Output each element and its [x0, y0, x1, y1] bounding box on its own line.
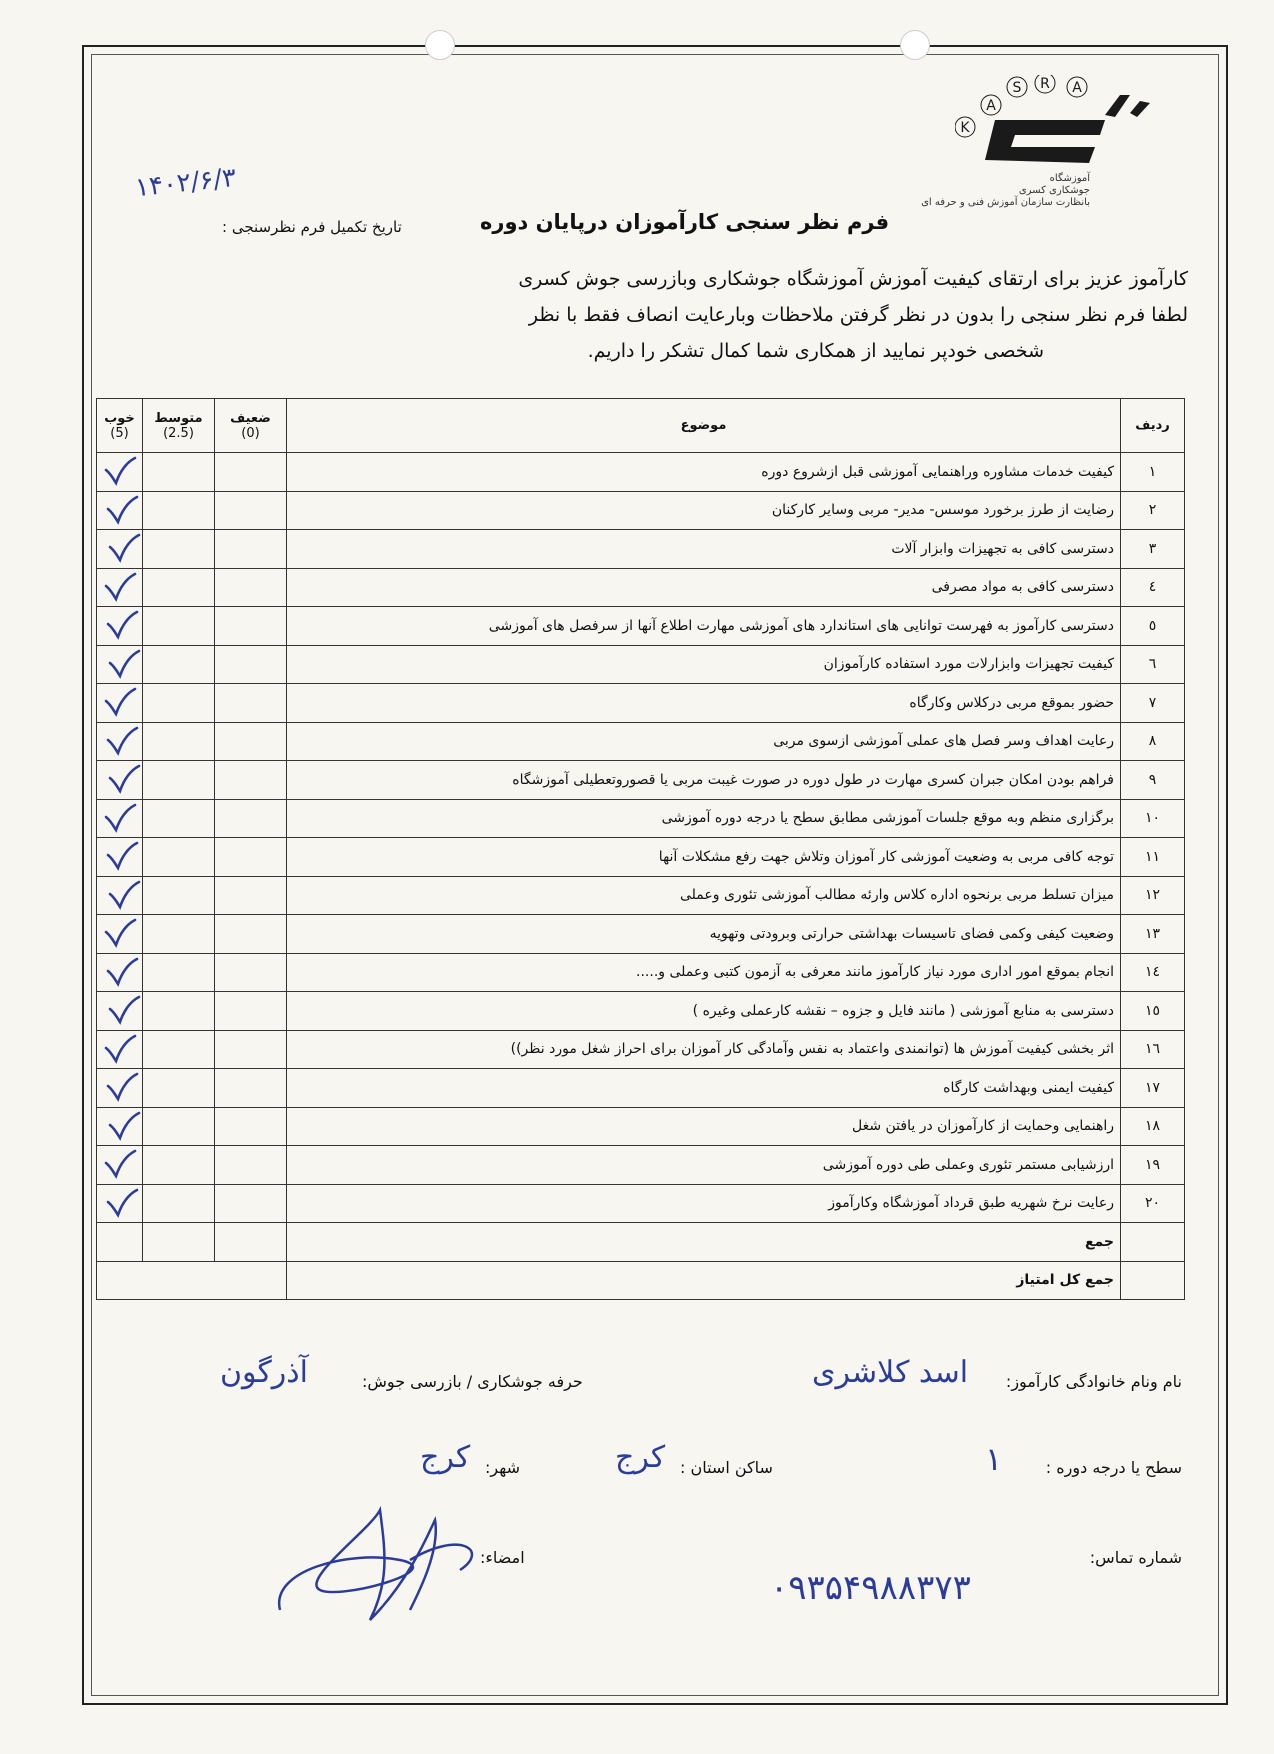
total-value-cell	[97, 1261, 287, 1300]
table-row	[97, 530, 1185, 569]
signature-icon	[260, 1490, 520, 1640]
weak-cell[interactable]	[215, 761, 287, 800]
subject-text: رعایت نرخ شهریه طبق قرداد آموزشگاه وکارآموز	[287, 1184, 1121, 1223]
weak-cell[interactable]	[215, 453, 287, 492]
checkmark-icon	[105, 1188, 139, 1218]
weak-cell[interactable]	[215, 684, 287, 723]
sum-row	[97, 1223, 1185, 1262]
checkmark-icon	[105, 1072, 139, 1102]
checkmark-icon	[105, 495, 139, 525]
intro-line-1: کارآموز عزیز برای ارتقای کیفیت آموزش آموزشگاه جوشکاری وبازرسی جوش کسری	[518, 268, 1188, 290]
average-cell[interactable]	[143, 915, 215, 954]
course-level-label: سطح یا درجه دوره :	[1045, 1458, 1182, 1477]
header-good: خوب (5)	[97, 399, 143, 453]
signature-label: امضاء:	[480, 1548, 525, 1567]
checkmark-icon	[103, 1034, 137, 1064]
table-row	[97, 1107, 1185, 1146]
subject-text: رعایت اهداف وسر فصل های عملی آموزشی ازسوی مربی	[287, 722, 1121, 761]
weak-cell[interactable]	[215, 838, 287, 877]
phone-label: شماره تماس:	[1089, 1548, 1182, 1567]
row-number: ٥	[1121, 607, 1185, 646]
subject-text: توجه کافی مربی به وضعیت آموزشی کار آموزان وتلاش جهت رفع مشکلات آنها	[287, 838, 1121, 877]
weak-cell[interactable]	[215, 645, 287, 684]
checkmark-icon	[107, 533, 141, 563]
subject-text: رضایت از طرز برخورد موسس- مدیر- مربی وسایر کارکنان	[287, 491, 1121, 530]
course-level-value: ۱	[985, 1440, 1003, 1478]
table-row	[97, 1069, 1185, 1108]
table-row	[97, 1184, 1185, 1223]
checkmark-icon	[105, 726, 139, 756]
average-cell[interactable]	[143, 799, 215, 838]
checkmark-icon	[107, 1111, 141, 1141]
checkmark-icon	[105, 957, 139, 987]
average-cell[interactable]	[143, 453, 215, 492]
weak-cell[interactable]	[215, 491, 287, 530]
subject-text: حضور بموقع مربی درکلاس وکارگاه	[287, 684, 1121, 723]
table-row	[97, 568, 1185, 607]
subject-text: کیفیت تجهیزات وابزارلات مورد استفاده کارآموزان	[287, 645, 1121, 684]
province-value: کرج	[615, 1440, 666, 1475]
average-cell[interactable]	[143, 1030, 215, 1069]
header-weak: ضعیف (0)	[215, 399, 287, 453]
subject-text: دسترسی کافی به تجهیزات وابزار آلات	[287, 530, 1121, 569]
phone-value: ۰۹۳۵۴۹۸۸۳۷۳	[770, 1568, 971, 1608]
row-number: ۹	[1121, 761, 1185, 800]
table-row	[97, 1146, 1185, 1185]
checkmark-icon	[107, 880, 141, 910]
weak-cell[interactable]	[215, 607, 287, 646]
checkmark-icon	[103, 456, 137, 486]
logo-line-2: جوشکاری کسری	[1018, 185, 1090, 196]
average-cell[interactable]	[143, 992, 215, 1031]
subject-text: فراهم بودن امکان جبران کسری مهارت در طول دوره در صورت غیبت مربی یا قصوروتعطیلی آموزشگاه	[287, 761, 1121, 800]
checkmark-icon	[107, 649, 141, 679]
province-label: ساکن استان :	[680, 1458, 773, 1477]
kasra-logo-mark	[955, 75, 1180, 175]
sum-num-cell	[1121, 1223, 1185, 1262]
weak-cell[interactable]	[215, 1184, 287, 1223]
checkmark-icon	[103, 918, 137, 948]
row-number: ۱۰	[1121, 799, 1185, 838]
row-number: ۷	[1121, 684, 1185, 723]
subject-text: انجام بموقع امور اداری مورد نیاز کارآموز مانند معرفی به آزمون کتبی وعملی و.....	[287, 953, 1121, 992]
logo-line-1: آموزشگاه	[1049, 173, 1090, 184]
average-cell[interactable]	[143, 1146, 215, 1185]
logo-letter-a1: A	[986, 98, 996, 114]
table-row	[97, 607, 1185, 646]
average-cell[interactable]	[143, 876, 215, 915]
row-number: ۳	[1121, 530, 1185, 569]
row-number: ۱٦	[1121, 1030, 1185, 1069]
average-cell[interactable]	[143, 1107, 215, 1146]
weak-cell[interactable]	[215, 530, 287, 569]
weak-cell[interactable]	[215, 568, 287, 607]
header-average: متوسط (2.5)	[143, 399, 215, 453]
punch-hole-left	[425, 30, 455, 60]
table-row	[97, 876, 1185, 915]
subject-text: کیفیت ایمنی وبهداشت کارگاه	[287, 1069, 1121, 1108]
checkmark-icon	[105, 841, 139, 871]
weak-cell[interactable]	[215, 876, 287, 915]
average-cell[interactable]	[143, 838, 215, 877]
student-name-value: اسد کلاشری	[812, 1355, 969, 1390]
total-row	[97, 1261, 1185, 1300]
subject-text: دسترسی به منابع آموزشی ( مانند فایل و جزوه – نقشه کارعملی وغیره )	[287, 992, 1121, 1031]
table-row	[97, 761, 1185, 800]
logo-letter-r: R	[1040, 76, 1050, 92]
intro-line-3: شخصی خودپر نمایید از همکاری شما کمال تشکر را داریم.	[587, 340, 1044, 362]
average-cell[interactable]	[143, 953, 215, 992]
row-number: ۱۸	[1121, 1107, 1185, 1146]
weak-cell[interactable]	[215, 1146, 287, 1185]
subject-text: وضعیت کیفی وکمی فضای تاسیسات بهداشتی حرارتی وبرودتی وتهویه	[287, 915, 1121, 954]
city-label: شهر:	[485, 1458, 520, 1477]
punch-hole-right	[900, 30, 930, 60]
weak-cell[interactable]	[215, 1107, 287, 1146]
sum-label: جمع	[287, 1223, 1121, 1262]
subject-text: میزان تسلط مربی برنحوه اداره کلاس وارئه مطالب آموزشی تئوری وعملی	[287, 876, 1121, 915]
form-title: فرم نظر سنجی کارآموزان درپایان دوره	[480, 210, 890, 234]
handwritten-date: ۱۴۰۲/۶/۳	[133, 162, 238, 204]
average-cell[interactable]	[143, 568, 215, 607]
row-number: ۱۳	[1121, 915, 1185, 954]
checkmark-icon	[105, 610, 139, 640]
checkmark-icon	[103, 572, 137, 602]
city-value: کرج	[420, 1440, 471, 1475]
total-label: جمع کل امتیاز	[287, 1261, 1121, 1300]
row-number: ۱۹	[1121, 1146, 1185, 1185]
average-cell[interactable]	[143, 1069, 215, 1108]
table-row	[97, 799, 1185, 838]
table-row	[97, 491, 1185, 530]
row-number: ۱۱	[1121, 838, 1185, 877]
average-cell[interactable]	[143, 722, 215, 761]
logo-letter-k: K	[960, 120, 970, 136]
trade-value: آذرگون	[220, 1355, 308, 1390]
row-number: ۱۷	[1121, 1069, 1185, 1108]
checkmark-icon	[103, 803, 137, 833]
average-cell[interactable]	[143, 530, 215, 569]
table-row	[97, 1030, 1185, 1069]
sum-average-cell	[143, 1223, 215, 1262]
average-cell[interactable]	[143, 491, 215, 530]
table-row	[97, 953, 1185, 992]
logo-line-3: بانظارت سازمان آموزش فنی و حرفه ای	[921, 197, 1090, 208]
header-row-number: ردیف	[1121, 399, 1185, 453]
table-row	[97, 838, 1185, 877]
subject-text: دسترسی کافی به مواد مصرفی	[287, 568, 1121, 607]
sum-good-cell	[97, 1223, 143, 1262]
student-name-label: نام ونام خانوادگی کارآموز:	[1005, 1372, 1182, 1391]
row-number: ۱۲	[1121, 876, 1185, 915]
table-row	[97, 453, 1185, 492]
weak-cell[interactable]	[215, 722, 287, 761]
checkmark-icon	[107, 764, 141, 794]
logo-letter-a2: A	[1072, 80, 1082, 96]
row-number: ۲	[1121, 491, 1185, 530]
school-logo	[921, 75, 1180, 215]
checkmark-icon	[103, 1149, 137, 1179]
weak-cell[interactable]	[215, 915, 287, 954]
total-num-cell	[1121, 1261, 1185, 1300]
logo-letter-s: S	[1012, 80, 1022, 96]
header-subject: موضوع	[287, 399, 1121, 453]
table-row	[97, 992, 1185, 1031]
table-row	[97, 684, 1185, 723]
weak-cell[interactable]	[215, 1069, 287, 1108]
table-header-row	[97, 399, 1185, 453]
row-number: ۱	[1121, 453, 1185, 492]
weak-cell[interactable]	[215, 799, 287, 838]
intro-line-2: لطفا فرم نظر سنجی را بدون در نظر گرفتن ملاحظات وبارعایت انصاف فقط با نظر	[528, 304, 1188, 326]
row-number: ٦	[1121, 645, 1185, 684]
row-number: ۸	[1121, 722, 1185, 761]
table-row	[97, 915, 1185, 954]
average-cell[interactable]	[143, 607, 215, 646]
weak-cell[interactable]	[215, 1030, 287, 1069]
weak-cell[interactable]	[215, 992, 287, 1031]
trade-label: حرفه جوشکاری / بازرسی جوش:	[362, 1372, 583, 1391]
average-cell[interactable]	[143, 645, 215, 684]
checkmark-icon	[103, 687, 137, 717]
table-row	[97, 645, 1185, 684]
subject-text: اثر بخشی کیفیت آموزش ها (توانمندی واعتماد به نفس وآمادگی کار آموزان برای احراز شغل مورد نظر))	[287, 1030, 1121, 1069]
row-number: ٤	[1121, 568, 1185, 607]
row-number: ۲۰	[1121, 1184, 1185, 1223]
average-cell[interactable]	[143, 761, 215, 800]
subject-text: کیفیت خدمات مشاوره وراهنمایی آموزشی قبل ازشروع دوره	[287, 453, 1121, 492]
sum-weak-cell	[215, 1223, 287, 1262]
table-row	[97, 722, 1185, 761]
average-cell[interactable]	[143, 1184, 215, 1223]
checkmark-icon	[107, 995, 141, 1025]
subject-text: راهنمایی وحمایت از کارآموزان در یافتن شغل	[287, 1107, 1121, 1146]
row-number: ۱٤	[1121, 953, 1185, 992]
survey-table	[96, 398, 1185, 1300]
weak-cell[interactable]	[215, 953, 287, 992]
subject-text: دسترسی کارآموز به فهرست توانایی های استاندارد های آموزشی مهارت اطلاع آنها از سرفصل های آموزشی	[287, 607, 1121, 646]
subject-text: ارزشیابی مستمر تئوری وعملی طی دوره آموزشی	[287, 1146, 1121, 1185]
completion-date-label: تاریخ تکمیل فرم نظرسنجی :	[222, 218, 402, 236]
subject-text: برگزاری منظم وبه موقع جلسات آموزشی مطابق سطح یا درجه دوره آموزشی	[287, 799, 1121, 838]
row-number: ۱٥	[1121, 992, 1185, 1031]
average-cell[interactable]	[143, 684, 215, 723]
